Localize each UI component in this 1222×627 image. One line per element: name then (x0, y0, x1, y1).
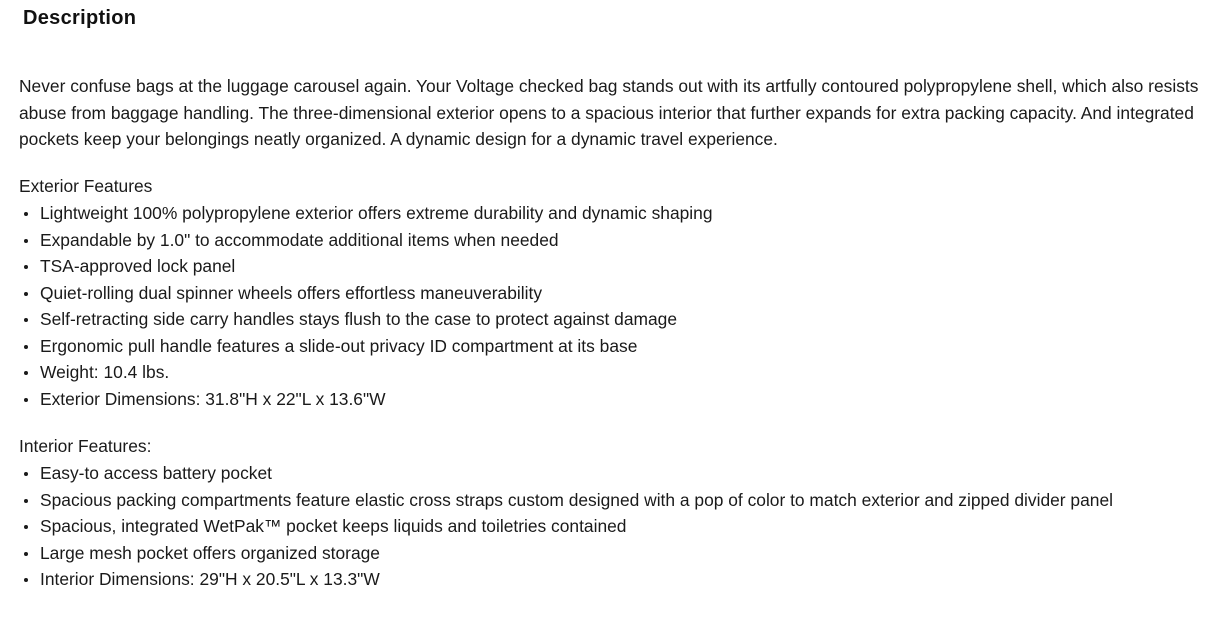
bullet-icon (24, 525, 28, 529)
list-item (19, 253, 1209, 280)
bullet-icon (24, 265, 28, 269)
list-item (19, 200, 1209, 227)
exterior-features-title: Exterior Features (19, 176, 153, 196)
description-intro-paragraph: Never confuse bags at the luggage carousel again. Your Voltage checked bag stands out with its artfully contoured polypropylene shell, which also resists abuse from baggage handling. The three-dimensional exterior opens to a spacious interior that further expands for extra packing capacity. And integrated pockets keep your belongings neatly organized. A dynamic design for a dynamic travel experience. (19, 76, 1199, 149)
list-item (19, 306, 1209, 333)
list-item-text: TSA-approved lock panel (40, 256, 236, 276)
bullet-icon (24, 578, 28, 582)
bullet-icon (24, 398, 28, 402)
list-item (19, 513, 1209, 540)
list-item-text: Quiet-rolling dual spinner wheels offers effortless maneuverability (40, 282, 543, 303)
list-item-text: Spacious, integrated WetPak™ pocket keeps liquids and toiletries contained (40, 516, 627, 536)
bullet-icon (24, 472, 28, 476)
bullet-icon (24, 499, 28, 503)
list-item (19, 487, 1209, 514)
list-item (19, 333, 1209, 360)
bullet-icon (24, 212, 28, 216)
list-item-text: Large mesh pocket offers organized storage (40, 542, 380, 563)
bullet-icon (24, 371, 28, 375)
list-item-text: Interior Dimensions: 29"H x 20.5"L x 13.3"W (40, 569, 380, 589)
list-item-text: Spacious packing compartments feature elastic cross straps custom designed with a pop of color to match exterior and zipped divider panel (40, 489, 1113, 510)
list-item-text: Easy-to access battery pocket (40, 463, 272, 483)
list-item (19, 566, 1209, 593)
bullet-icon (24, 292, 28, 296)
list-item (19, 386, 1209, 413)
list-item (19, 280, 1209, 307)
list-item-text: Ergonomic pull handle features a slide-out privacy ID compartment at its base (40, 335, 638, 356)
list-item (19, 460, 1209, 487)
exterior-features-list (19, 200, 1209, 412)
bullet-icon (24, 345, 28, 349)
list-item-text: Lightweight 100% polypropylene exterior offers extreme durability and dynamic shaping (40, 203, 713, 223)
bullet-icon (24, 239, 28, 243)
description-heading: Description (23, 7, 137, 29)
list-item (19, 540, 1209, 567)
interior-features-list (19, 460, 1209, 593)
list-item-text: Weight: 10.4 lbs. (40, 362, 170, 382)
interior-features-title: Interior Features: (19, 436, 152, 456)
list-item (19, 227, 1209, 254)
bullet-icon (24, 318, 28, 322)
list-item (19, 359, 1209, 386)
bullet-icon (24, 552, 28, 556)
list-item-text: Self-retracting side carry handles stays flush to the case to protect against damage (40, 309, 678, 329)
list-item-text: Expandable by 1.0" to accommodate additional items when needed (40, 229, 559, 250)
list-item-text: Exterior Dimensions: 31.8"H x 22"L x 13.6"W (40, 388, 386, 409)
